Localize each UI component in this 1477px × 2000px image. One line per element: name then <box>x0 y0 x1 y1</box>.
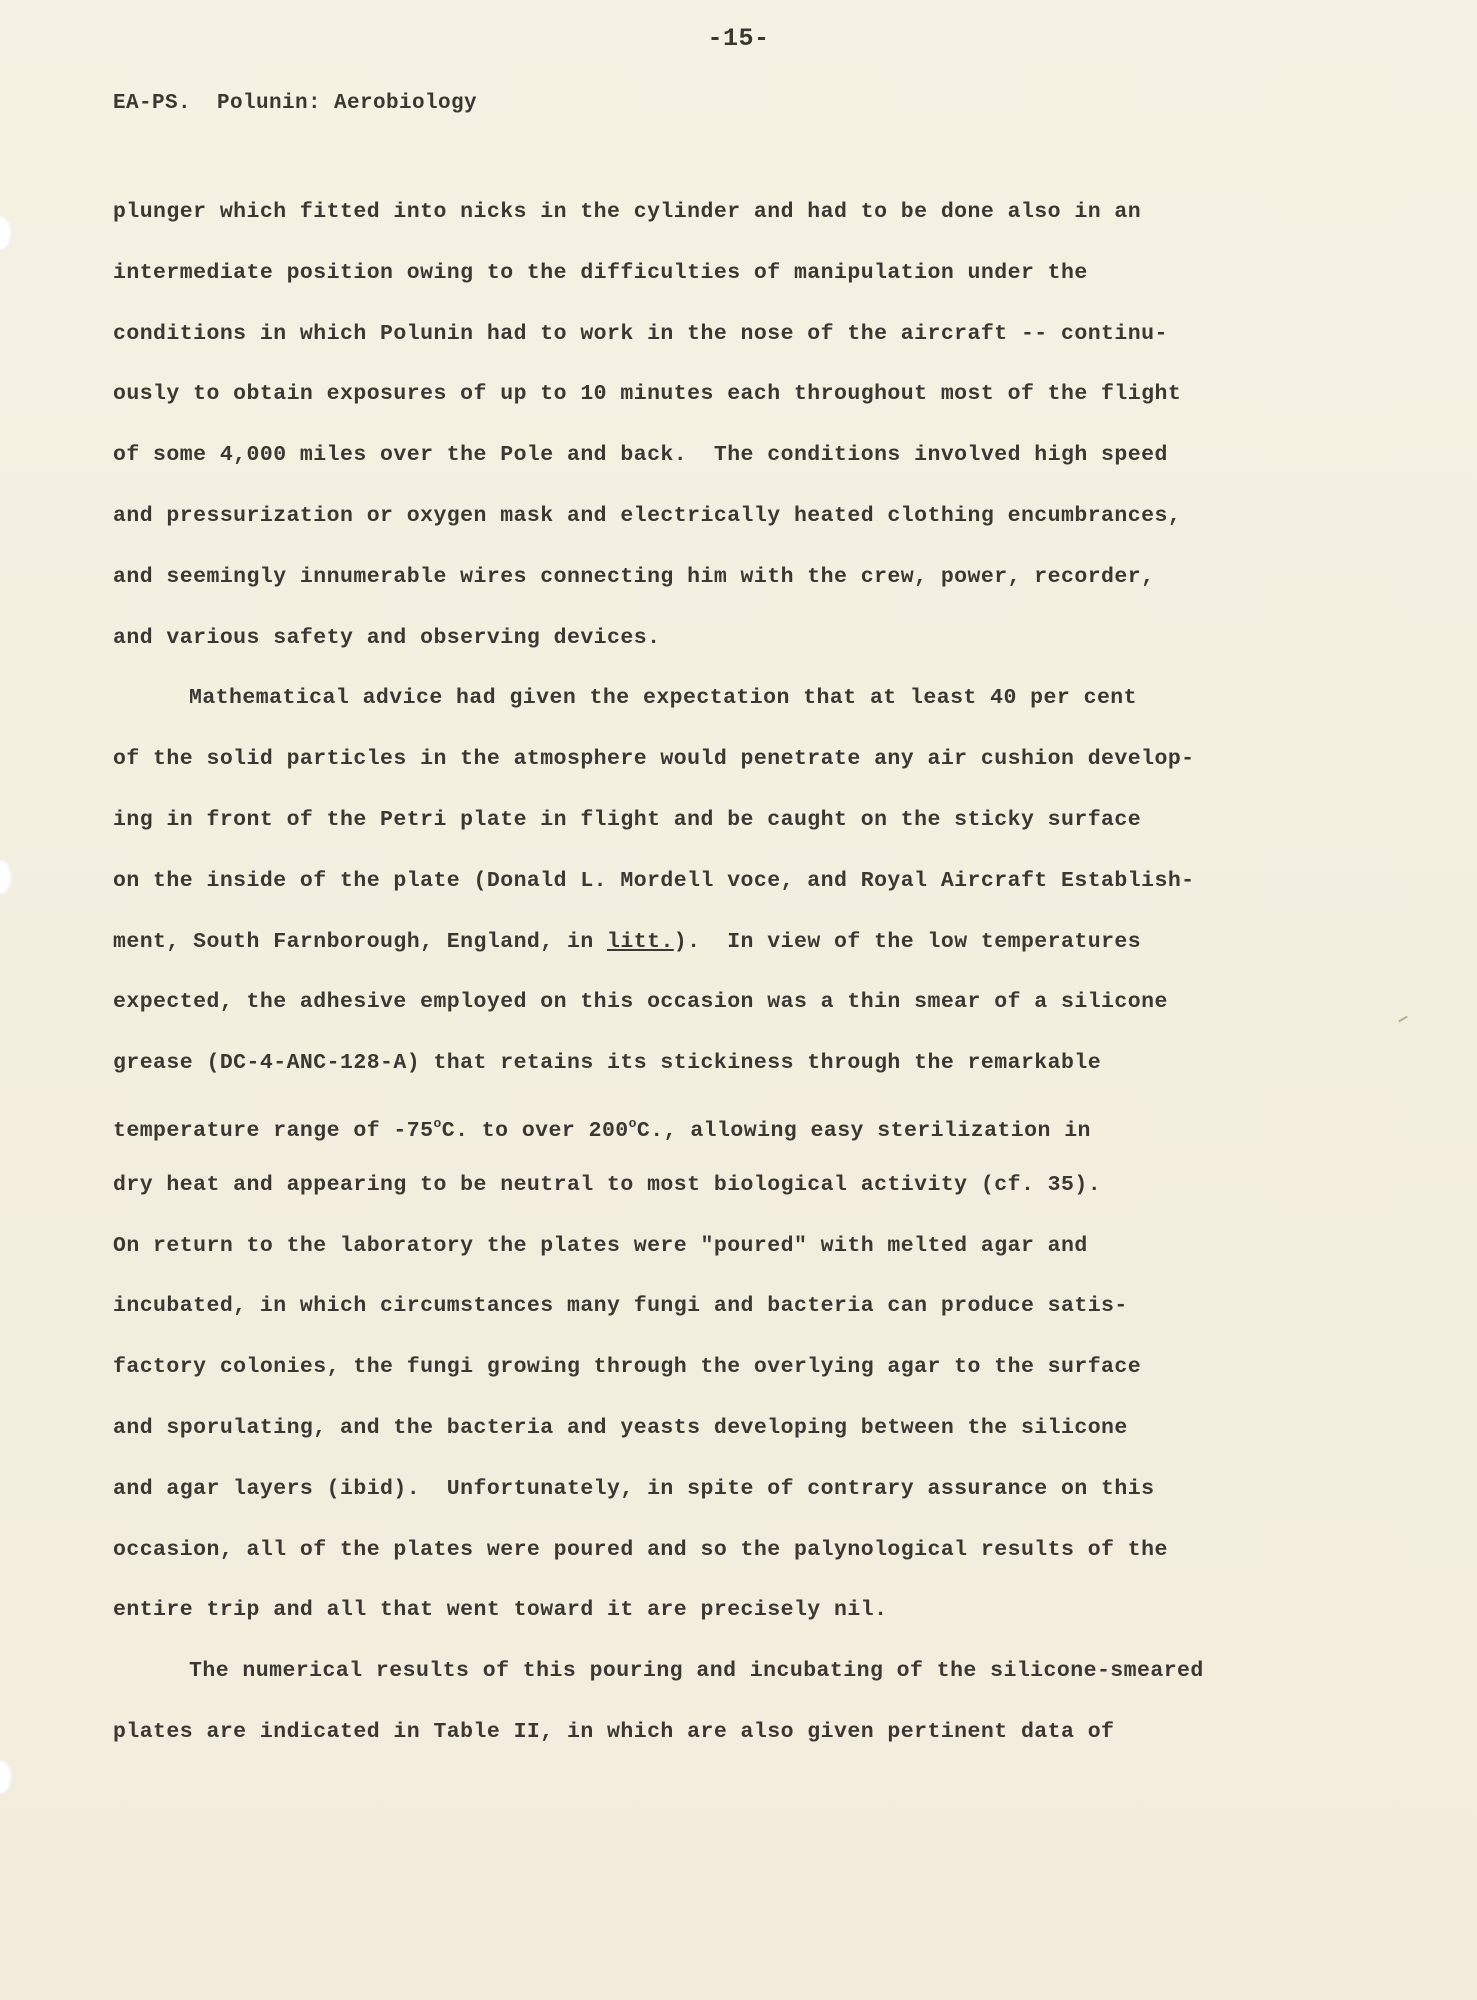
text-line: On return to the laboratory the plates were "poured" with melted agar and <box>113 1233 1088 1258</box>
text-line: ing in front of the Petri plate in flight and be caught on the sticky surface <box>113 807 1142 832</box>
text-segment: temperature range of -75 <box>113 1118 434 1143</box>
degree-superscript: o <box>628 1115 637 1131</box>
text-line: dry heat and appearing to be neutral to most biological activity (cf. 35). <box>113 1172 1102 1197</box>
text-line <box>113 930 1363 991</box>
text-line: of the solid particles in the atmosphere would penetrate any air cushion develop- <box>113 747 1195 772</box>
text-line: incubated, in which circumstances many fungi and bacteria can produce satis- <box>113 1294 1128 1319</box>
text-line: and pressurization or oxygen mask and electrically heated clothing encumbrances, <box>113 503 1182 528</box>
text-line: intermediate position owing to the difficulties of manipulation under the <box>113 260 1088 285</box>
body-text <box>113 200 1363 1781</box>
text-line: conditions in which Polunin had to work in the nose of the aircraft -- continu- <box>113 321 1168 346</box>
text-line: and seemingly innumerable wires connecting him with the crew, power, recorder, <box>113 564 1155 589</box>
text-segment: ment, South Farnborough, England, in <box>113 929 608 954</box>
text-segment: C. to over 200 <box>441 1118 629 1143</box>
running-head: EA-PS. Polunin: Aerobiology <box>113 92 478 115</box>
text-line: and various safety and observing devices. <box>113 625 661 650</box>
text-line: factory colonies, the fungi growing through the overlying agar to the surface <box>113 1355 1142 1380</box>
paragraph-first-line: Mathematical advice had given the expectation that at least 40 per cent <box>189 686 1137 711</box>
text-line: plunger which fitted into nicks in the cylinder and had to be done also in an <box>113 200 1142 224</box>
text-line: entire trip and all that went toward it are precisely nil. <box>113 1598 888 1623</box>
degree-superscript: o <box>433 1115 442 1131</box>
punch-hole-top <box>0 216 13 250</box>
text-line: of some 4,000 miles over the Pole and back. The conditions involved high speed <box>113 443 1168 468</box>
page-number: -15- <box>707 24 770 53</box>
text-line: and sporulating, and the bacteria and yeasts developing between the silicone <box>113 1415 1128 1440</box>
text-line <box>113 1112 1363 1173</box>
text-line: expected, the adhesive employed on this occasion was a thin smear of a silicone <box>113 990 1168 1015</box>
punch-hole-bottom <box>0 1760 13 1794</box>
text-segment: ). In view of the low temperatures <box>673 929 1142 954</box>
text-line: and agar layers (ibid). Unfortunately, in spite of contrary assurance on this <box>113 1476 1155 1501</box>
text-line: ously to obtain exposures of up to 10 minutes each throughout most of the flight <box>113 382 1182 407</box>
margin-mark <box>1398 1016 1408 1023</box>
text-segment: C., allowing easy sterilization in <box>636 1118 1091 1143</box>
text-line: on the inside of the plate (Donald L. Mordell voce, and Royal Aircraft Establish- <box>113 868 1195 893</box>
text-line: plates are indicated in Table II, in which are also given pertinent data of <box>113 1719 1115 1744</box>
paragraph-first-line: The numerical results of this pouring and incubating of the silicone-smeared <box>189 1659 1204 1684</box>
text-line: grease (DC-4-ANC-128-A) that retains its stickiness through the remarkable <box>113 1051 1102 1076</box>
text-line: occasion, all of the plates were poured and so the palynological results of the <box>113 1537 1168 1562</box>
underlined-citation: litt. <box>607 929 674 954</box>
punch-hole-middle <box>0 860 13 894</box>
